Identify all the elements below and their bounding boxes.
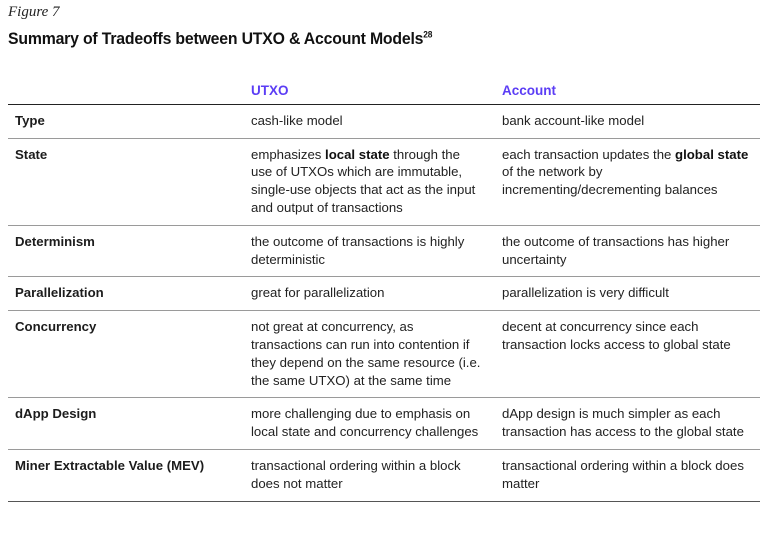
table-row <box>8 311 760 398</box>
row-label: State <box>8 138 251 225</box>
cell-text: dApp design is much simpler as each transaction has access to the global state <box>502 406 744 440</box>
cell-text: cash-like model <box>251 112 343 128</box>
cell-text: the outcome of transactions has higher uncertainty <box>502 233 730 267</box>
table-row <box>8 104 760 138</box>
tradeoffs-table <box>8 76 760 502</box>
account-cell <box>502 398 760 450</box>
table-row <box>8 449 760 501</box>
row-label: Parallelization <box>8 277 251 311</box>
account-cell <box>502 311 760 398</box>
cell-text: through the use of UTXOs which are immutable, single-use objects that act as the input and output of transactions <box>251 146 476 215</box>
row-label: Type <box>8 104 251 138</box>
cell-text: parallelization is very difficult <box>502 285 669 301</box>
cell-text: transactional ordering within a block does not matter <box>251 457 461 491</box>
cell-text: of the network by incrementing/decrementing balances <box>502 164 718 198</box>
row-label: Concurrency <box>8 311 251 398</box>
row-label: dApp Design <box>8 398 251 450</box>
cell-text: not great at concurrency, as transactions can run into contention if they depend on the same resource (i.e. the same UTXO) at the same time <box>251 319 481 388</box>
emphasis-text: global state <box>675 146 749 162</box>
cell-text: more challenging due to emphasis on local state and concurrency challenges <box>251 406 479 440</box>
utxo-cell <box>251 311 502 398</box>
header-account: Account <box>502 76 760 104</box>
utxo-cell <box>251 225 502 277</box>
title-text: Summary of Tradeoffs between UTXO & Account Models <box>8 29 424 48</box>
cell-text: the outcome of transactions is highly deterministic <box>251 233 465 267</box>
figure-title <box>8 29 432 49</box>
cell-text: great for parallelization <box>251 285 385 301</box>
row-label: Miner Extractable Value (MEV) <box>8 449 251 501</box>
cell-text: emphasizes <box>251 146 326 162</box>
utxo-cell <box>251 398 502 450</box>
utxo-cell <box>251 138 502 225</box>
header-utxo: UTXO <box>251 76 502 104</box>
utxo-cell <box>251 104 502 138</box>
table-row <box>8 225 760 277</box>
account-cell <box>502 225 760 277</box>
account-cell <box>502 277 760 311</box>
emphasis-text: local state <box>325 146 390 162</box>
account-cell <box>502 104 760 138</box>
table-row <box>8 138 760 225</box>
title-footnote: 28 <box>423 29 433 40</box>
cell-text: bank account-like model <box>502 112 645 128</box>
cell-text: each transaction updates the <box>502 146 676 162</box>
utxo-cell <box>251 449 502 501</box>
account-cell <box>502 449 760 501</box>
cell-text: transactional ordering within a block does matter <box>502 457 744 491</box>
table-body <box>8 104 760 501</box>
header-empty <box>8 76 251 104</box>
header-row <box>8 76 760 104</box>
utxo-cell <box>251 277 502 311</box>
table-row <box>8 398 760 450</box>
figure-label: Figure 7 <box>8 4 60 20</box>
row-label: Determinism <box>8 225 251 277</box>
account-cell <box>502 138 760 225</box>
table-row <box>8 277 760 311</box>
cell-text: decent at concurrency since each transaction locks access to global state <box>502 319 731 352</box>
